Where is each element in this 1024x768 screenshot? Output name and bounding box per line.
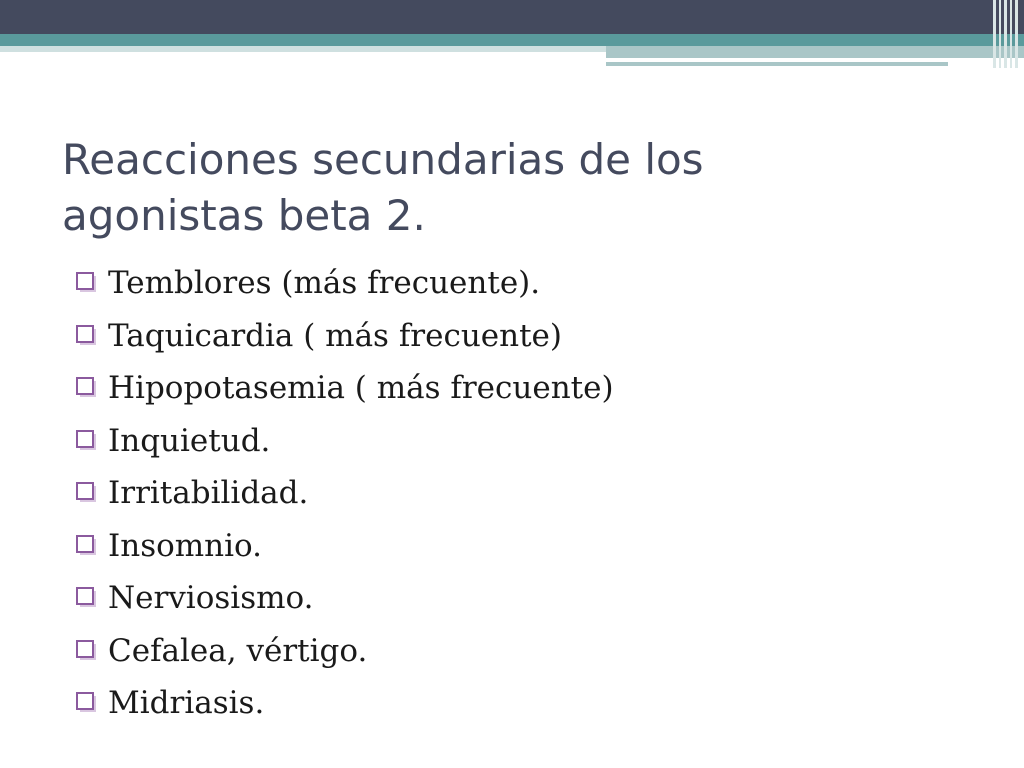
list-item (76, 310, 976, 363)
list-item (76, 520, 976, 573)
checkbox-bullet-icon (76, 272, 98, 294)
title-line-2: agonistas beta 2. (62, 191, 426, 240)
checkbox-bullet-icon (76, 640, 98, 662)
checkbox-bullet-icon (76, 692, 98, 714)
header-light-band-right (606, 46, 1024, 58)
list-item (76, 415, 976, 468)
list-item-text: Nerviosismo. (108, 580, 314, 617)
bullet-list (76, 257, 976, 730)
list-item-text: Temblores (más frecuente). (108, 265, 541, 302)
header-light-band-left (0, 46, 606, 52)
list-item (76, 467, 976, 520)
header-stripe-3 (1004, 0, 1007, 68)
checkbox-bullet-icon (76, 377, 98, 399)
list-item-text: Insomnio. (108, 527, 263, 564)
list-item (76, 572, 976, 625)
header-stripe-2 (999, 0, 1001, 68)
header-band (0, 0, 1024, 80)
header-accent-line (606, 62, 948, 66)
list-item (76, 625, 976, 678)
list-item-text: Midriasis. (108, 685, 265, 722)
header-teal-band (0, 34, 1024, 46)
checkbox-bullet-icon (76, 587, 98, 609)
header-stripe-4 (1010, 0, 1012, 68)
checkbox-bullet-icon (76, 482, 98, 504)
header-stripe-5 (1015, 0, 1018, 68)
checkbox-bullet-icon (76, 535, 98, 557)
slide-title (62, 132, 962, 244)
list-item (76, 677, 976, 730)
header-dark-band (0, 0, 1024, 34)
list-item-text: Taquicardia ( más frecuente) (108, 317, 562, 354)
list-item-text: Irritabilidad. (108, 475, 309, 512)
title-line-1: Reacciones secundarias de los (62, 135, 704, 184)
list-item-text: Inquietud. (108, 422, 271, 459)
list-item-text: Hipopotasemia ( más frecuente) (108, 370, 614, 407)
list-item-text: Cefalea, vértigo. (108, 632, 368, 669)
list-item (76, 362, 976, 415)
checkbox-bullet-icon (76, 430, 98, 452)
list-item (76, 257, 976, 310)
checkbox-bullet-icon (76, 325, 98, 347)
header-stripe-1 (993, 0, 996, 68)
